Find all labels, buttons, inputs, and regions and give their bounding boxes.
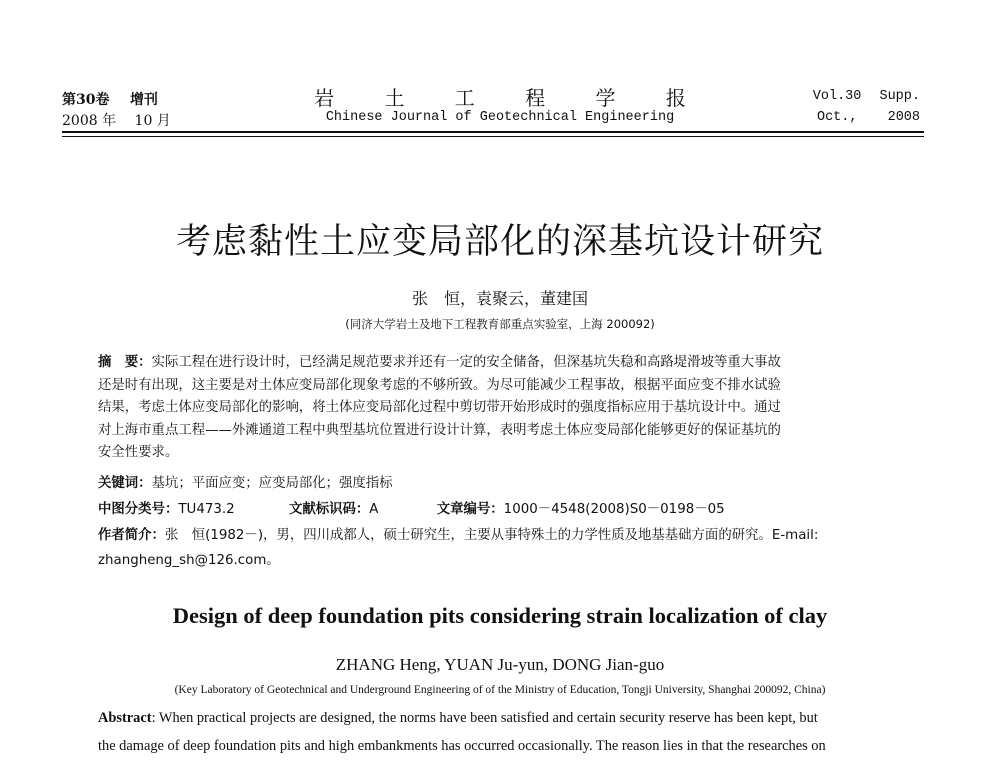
authors-en: ZHANG Heng, YUAN Ju-yun, DONG Jian-guo xyxy=(335,655,665,674)
keywords-text: 基坑；平面应变；应变局部化；强度指标 xyxy=(151,476,393,491)
keywords-label: 关键词： xyxy=(98,476,152,491)
header-vol-en xyxy=(813,89,920,104)
journal-title-en: Chinese Journal of Geotechnical Engineering xyxy=(325,110,675,125)
journal-title-cn: 岩 土 工 程 学 报 xyxy=(314,86,708,110)
paper-title-cn: 考虑黏性土应变局部化的深基坑设计研究 xyxy=(175,222,824,262)
keywords-cn xyxy=(98,472,393,491)
clc-value: TU473.2 xyxy=(178,502,235,517)
author-bio-line-1: 作者简介：张 恒(1982－)，男，四川成都人，硕士研究生，主要从事特殊土的力学性质及地基基础方面的研究。E-mail: xyxy=(98,528,819,543)
paper-title-en: Design of deep foundation pits considering strain localization of clay xyxy=(172,603,828,628)
vol-en: Vol.30 xyxy=(812,89,862,104)
article-no-value: 1000－4548(2008)S0－0198－05 xyxy=(503,502,725,517)
author-bio-label: 作者简介： xyxy=(98,528,165,543)
affiliation-cn: (同济大学岩土及地下工程教育部重点实验室，上海 200092) xyxy=(345,317,655,331)
header-rule-thick xyxy=(62,131,924,133)
clc-label: 中图分类号： xyxy=(98,502,179,517)
abstract-cn-line-1: 摘 要：实际工程在进行设计时，已经满足规范要求并还有一定的安全储备，但深基坑失稳和高路堤滑坡等重大事故 xyxy=(98,355,781,370)
abstract-cn-line-4: 对上海市重点工程——外滩通道工程中典型基坑位置进行设计计算，表明考虑土体应变局部化能够更好的保证基坑的 xyxy=(98,422,781,438)
abstract-cn-line-5: 安全性要求。 xyxy=(98,445,179,460)
month-en: Oct., xyxy=(816,110,858,125)
author-bio-line-2: zhangheng_sh@126.com。 xyxy=(98,553,280,568)
month-cn: 10 月 xyxy=(134,113,171,129)
abstract-en-label: Abstract xyxy=(98,710,152,726)
header-date-en xyxy=(817,110,920,125)
doc-code-value: A xyxy=(369,502,379,517)
supp-cn: 增刊 xyxy=(129,92,158,108)
abstract-cn-line-3: 结果，考虑土体应变局部化的影响，将土体应变局部化过程中剪切带开始形成时的强度指标应用于基坑设计中。通过 xyxy=(98,400,781,415)
affiliation-en: (Key Laboratory of Geotechnical and Underground Engineering of of the Ministry of Education, Tongji University, Shanghai 200092, China) xyxy=(174,684,826,696)
authors-cn: 张 恒，袁聚云，董建国 xyxy=(411,289,588,308)
article-no-label: 文章编号： xyxy=(436,502,504,517)
volume-cn: 第30卷 xyxy=(62,92,110,108)
abstract-cn-line-2: 还是时有出现，这主要是对土体应变局部化现象考虑的不够所致。为尽可能减少工程事故，根据平面应变不排水试验 xyxy=(98,377,781,393)
year-en: 2008 xyxy=(887,110,920,125)
supp-en: Supp. xyxy=(879,89,920,104)
classification-line xyxy=(98,498,725,517)
abstract-cn-label: 摘 要： xyxy=(98,355,152,370)
doc-code-label: 文献标识码： xyxy=(288,502,370,517)
abstract-cn xyxy=(98,352,898,465)
abstract-en-line-1: Abstract: When practical projects are designed, the norms have been satisfied and certain security reserve has been kept, but xyxy=(98,710,818,726)
year-cn: 2008 年 xyxy=(62,113,117,129)
header-rule-thin xyxy=(62,136,924,137)
abstract-en-line-2: the damage of deep foundation pits and high embankments has occurred occasionally. The reason lies in that the researches on xyxy=(98,738,826,754)
abstract-en xyxy=(98,704,894,760)
